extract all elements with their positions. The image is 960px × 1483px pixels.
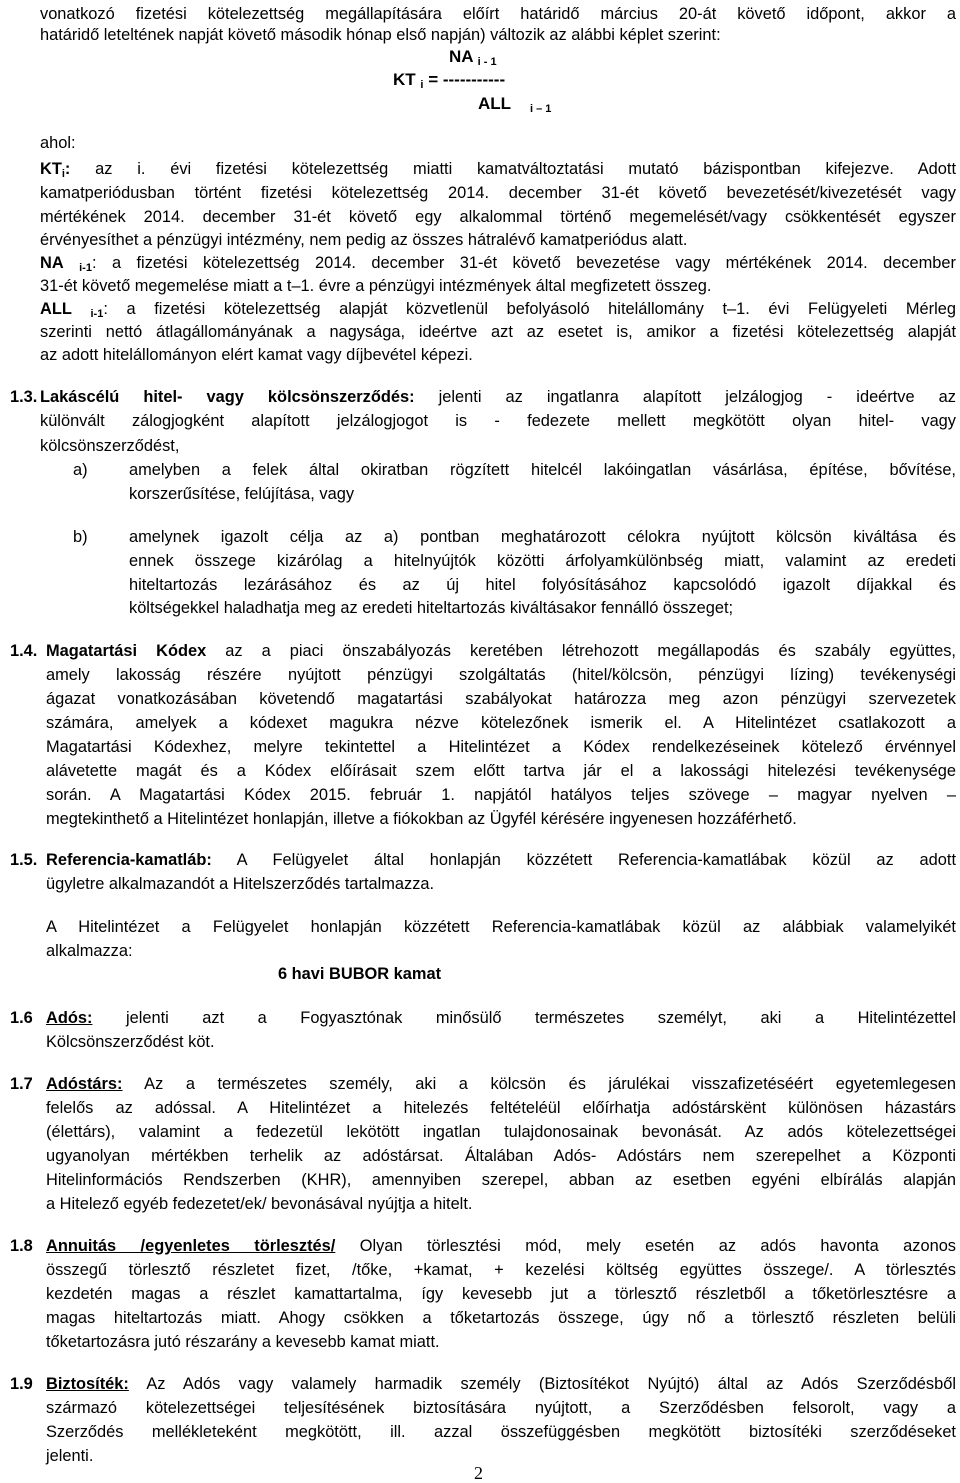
kt-definition-line: $KT_i$: az i. évi fizetési kötelezettség miatti kamatváltoztatási mutató bázispontban kifejezve. Adott: [40, 160, 956, 180]
section-number: 1.6: [10, 1009, 33, 1027]
section-1-9-line: jelenti.: [46, 1447, 94, 1465]
list-item-b-line: hiteltartozás lezárásához és az új hitel folyósításához kapcsolódó igazolt díjakkal és: [129, 576, 956, 594]
section-1-4-line: során. A Magatartási Kódex 2015. február 1. napjától hatályos teljes szövege – magyar nyelven –: [46, 786, 956, 804]
section-1-5-line: A Hitelintézet a Felügyelet honlapján közzétett Referencia-kamatlábak közül az alábbiak valamelyikét: [46, 918, 956, 936]
section-1-8-line: kezdetén magas a részlet kamattartalma, így kevesebb jut a törlesztő részletből a tőketörlesztésre a: [46, 1285, 956, 1303]
formula-numerator: NA $_{i - 1}$: [449, 47, 497, 68]
section-1-4-line: számára, amelyek a kódexet magukra nézve kötelezőnek ismerik el. A Hitelintézet csatlakozott a: [46, 714, 956, 732]
list-label: b): [73, 528, 88, 546]
section-1-5-line: alkalmazza:: [46, 942, 133, 960]
section-1-7-line: felelős az adóssal. A Hitelintézet a hitelezés feltételéül előírhatja adóstárskënt különösen házastárs: [46, 1099, 956, 1117]
section-1-4-line: megtekinthető a Hitelintézet honlapján, illetve a fiókokban az Ügyfél kérésére ingyenesen hozzáférhető.: [46, 810, 797, 828]
kt-definition-line: érvényesíthet a pénzügyi intézmény, nem pedig az összes hátralévő kamatperiódus alatt.: [40, 231, 688, 249]
section-1-5-line: Referencia-kamatláb: A Felügyelet által honlapján közzétett Referencia-kamatlábak közül az adott: [46, 851, 956, 869]
formula-denominator: ALL $_{i - 1}$: [478, 94, 552, 115]
list-item-b-line: költségekkel haladhatja meg az eredeti hiteltartozás kiváltásakor fennálló összeget;: [129, 599, 734, 617]
section-1-9-line: Szerződés mellékleteként megkötött, ill. azzal összefüggésben megkötött biztosítéki szerződéseket: [46, 1423, 956, 1441]
section-1-7-line: (élettárs), valamint a fedezetül lekötött ingatlan tulajdonosainak bevonását. Az adós kötelezettségei: [46, 1123, 956, 1141]
section-1-4-line: ágazat vonatkozásában követendő magatartási szabályokat határozza meg azon pénzügyi szervezetek: [46, 690, 956, 708]
section-1-4-line: Magatartási Kódexhez, melyre tekintettel a Hitelintézet a Kódex rendelkezéseinek kötelező érvénnyel: [46, 738, 956, 756]
section-number: 1.8: [10, 1237, 33, 1255]
section-1-9-line: származó kötelezettségei teljesítésének biztosítására nyújtott, a Szerződésben felsorolt, vagy a: [46, 1399, 956, 1417]
kt-definition-line: mértékének 2014. december 31-ét követő egy alkalommal történő megemelését/vagy csökkentését egyszer: [40, 208, 956, 226]
formula-lhs: KT $_i$ = -----------: [393, 70, 506, 91]
na-definition-line: NA $_{i-1}$: a fizetési kötelezettség 2014. december 31-ét követő bevezetése vagy mértékének 2014. december: [40, 254, 956, 274]
section-1-7-line: Adóstárs: Az a természetes személy, aki a kölcsön és járulékai visszafizetéséért egyetemlegesen: [46, 1075, 956, 1093]
section-1-3-line: különvált zálogjogként alapított jelzálogjogot is - fedezete mellett megkötött olyan hitel- vagy: [40, 412, 956, 430]
section-1-8-line: összegű törlesztő részletet fizet, /tőke, +kamat, + kezelési költség együttes összege/. A törlesztés: [46, 1261, 956, 1279]
na-definition-line: 31-ét követő megemelése miatt a t–1. évre a pénzügyi intézmények által megfizetett összeg.: [40, 277, 712, 295]
ahol-label: ahol:: [40, 134, 76, 152]
section-1-4-line: amely lakosság részére nyújtott pénzügyi szolgáltatás (hitel/kölcsön, pénzügyi lízing) tevékenységi: [46, 666, 956, 684]
section-number: 1.7: [10, 1075, 33, 1093]
list-label: a): [73, 461, 88, 479]
section-1-8-line: tőketartozásra jutó részarány a kevesebb kamat miatt.: [46, 1333, 440, 1351]
section-1-3-line: kölcsönszerződést,: [40, 437, 180, 455]
list-item-a-line: amelyben a felek által okiratban rögzített hitelcél lakóingatlan vásárlása, építése, bővítése,: [129, 461, 956, 479]
section-1-4-line: alávetette magát és a Kódex előírásait szem előtt tartva jár el a lakossági hitelezési tevékenysége: [46, 762, 956, 780]
page-number: 2: [474, 1463, 483, 1483]
section-number: 1.4.: [10, 642, 38, 660]
section-1-6-line: Kölcsönszerződést köt.: [46, 1033, 215, 1051]
list-item-a-line: korszerűsítése, felújítása, vagy: [129, 485, 355, 503]
section-1-8-line: magas hiteltartozás miatt. Ahogy csökken a tőketartozás összege, úgy nő a törlesztő részleten belüli: [46, 1309, 956, 1327]
all-definition-line: szerinti nettó átlagállományának a nagysága, ideértve azt az esetet is, amikor a fizetési kötelezettség alapját: [40, 323, 956, 341]
section-1-3-line: Lakáscélú hitel- vagy kölcsönszerződés: jelenti az ingatlanra alapított jelzálogjog - ideértve az: [40, 388, 956, 406]
section-number: 1.9: [10, 1375, 33, 1393]
section-1-4-line: Magatartási Kódex az a piaci önszabályozás keretében létrehozott megállapodás és szabály együttes,: [46, 642, 956, 660]
all-definition-line: ALL $_{i-1}$: a fizetési kötelezettség alapját közvetlenül befolyásoló hitelállomány t–1. évi Felügyeleti Mérleg: [40, 300, 956, 320]
list-item-b-line: amelynek igazolt célja az a) pontban meghatározott célokra nyújtott kölcsön kiváltása és: [129, 528, 956, 546]
intro-line: vonatkozó fizetési kötelezettség megállapítására előírt határidő március 20-át követő időpont, akkor a: [40, 5, 956, 23]
section-1-7-line: a Hitelező egyéb fedezetet/ek/ bevonásával nyújtja a hitelt.: [46, 1195, 473, 1213]
section-1-9-line: Biztosíték: Az Adós vagy valamely harmadik személy (Biztosítékot Nyújtó) által az Adós Szerződésből: [46, 1375, 956, 1393]
intro-line: határidő leteltének napját követő második hónap első napján) változik az alábbi képlet szerint:: [40, 26, 721, 44]
list-item-b-line: ennek összege kizárólag a hitelnyújtók közötti árfolyamkülönbség miatt, valamint az eredeti: [129, 552, 956, 570]
section-1-7-line: Hitelinformációs Rendszerben (KHR), amennyiben szerepel, abban az esetben egyéni elbírálás alapján: [46, 1171, 956, 1189]
all-definition-line: az adott hitelállományon elért kamat vagy díjbevétel képezi.: [40, 346, 473, 364]
bubor-rate: 6 havi BUBOR kamat: [278, 965, 442, 983]
kt-definition-line: kamatperiódusban történt fizetési kötelezettség 2014. december 31-ét követő bevezetését/kivezetését vagy: [40, 184, 956, 202]
section-1-6-line: Adós: jelenti azt a Fogyasztónak minősülő természetes személyt, aki a Hitelintézettel: [46, 1009, 956, 1027]
section-number: 1.5.: [10, 851, 38, 869]
section-1-8-line: Annuitás /egyenletes törlesztés/ Olyan törlesztési mód, mely esetén az adós havonta azonos: [46, 1237, 957, 1255]
section-number: 1.3.: [10, 388, 38, 406]
section-1-7-line: ugyanolyan mértékben terhelik az adóstársat. Általában Adós- Adóstárs nem szerepelhet a Központi: [46, 1147, 956, 1165]
section-1-5-line: ügyletre alkalmazandót a Hitelszerződés tartalmazza.: [46, 875, 435, 893]
